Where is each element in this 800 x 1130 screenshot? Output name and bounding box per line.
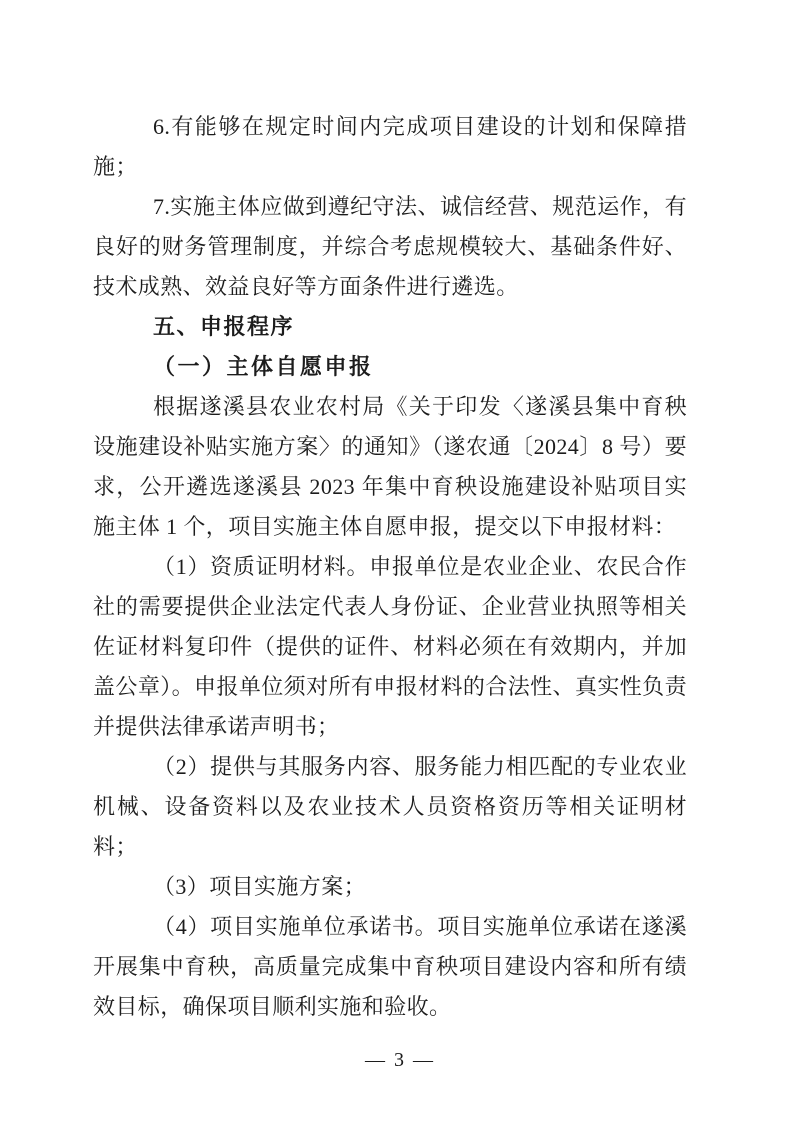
paragraph-material-1-qualification: （1）资质证明材料。申报单位是农业企业、农民合作社的需要提供企业法定代表人身份证、企业营业执照等相关佐证材料复印件（提供的证件、材料必须在有效期内，并加盖公章）。申报单位须对所有申报材料的合法性、真实性负责并提供法律承诺声明书； <box>93 554 687 739</box>
subsection-heading-voluntary-application: （一）主体自愿申报 <box>153 354 374 379</box>
paragraph-material-2-equipment: （2）提供与其服务内容、服务能力相匹配的专业农业机械、设备资料以及农业技术人员资格资历等相关证明材料； <box>93 754 687 859</box>
paragraph-item-7: 7.实施主体应做到遵纪守法、诚信经营、规范运作，有良好的财务管理制度，并综合考虑规模较大、基础条件好、技术成熟、效益良好等方面条件进行遴选。 <box>93 194 687 299</box>
page-number: — 3 — <box>365 1049 435 1071</box>
paragraph-item-6: 6.有能够在规定时间内完成项目建设的计划和保障措施； <box>93 114 687 179</box>
paragraph-material-4-commitment-letter: （4）项目实施单位承诺书。项目实施单位承诺在遂溪开展集中育秧，高质量完成集中育秧项目建设内容和所有绩效目标，确保项目顺利实施和验收。 <box>93 914 687 1019</box>
paragraph-basis-and-selection: 根据遂溪县农业农村局《关于印发〈遂溪县集中育秧设施建设补贴实施方案〉的通知》（遂农通〔2024〕8 号）要求，公开遴选遂溪县 2023 年集中育秧设施建设补贴项目实施主体 1 个，项目实施主体自愿申报，提交以下申报材料： <box>93 394 687 539</box>
document-body <box>93 107 687 1027</box>
section-heading-application-procedure: 五、申报程序 <box>153 314 295 339</box>
paragraph-material-3-implementation-plan: （3）项目实施方案； <box>153 874 367 899</box>
